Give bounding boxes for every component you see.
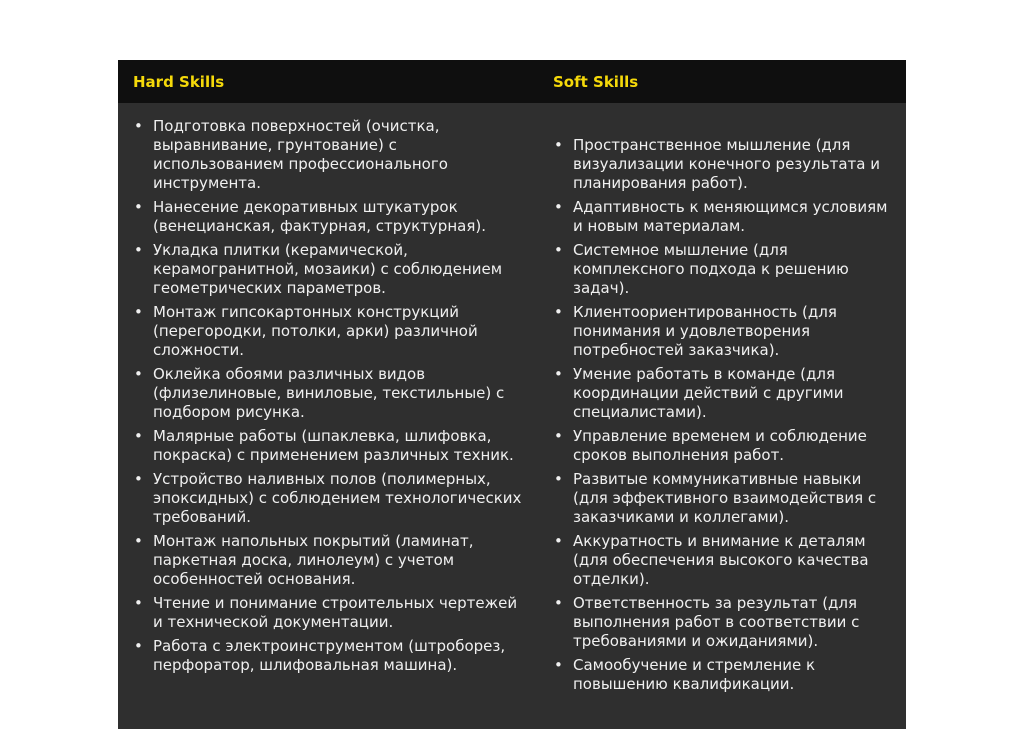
soft-skill-item: • Адаптивность к меняющимся условиям и новым материалам. xyxy=(538,198,900,236)
soft-skill-item: • Ответственность за результат (для выполнения работ в соответствии с требованиями и ожиданиями). xyxy=(538,594,900,651)
hard-skill-item: • Монтаж напольных покрытий (ламинат, паркетная доска, линолеум) с учетом особенностей основания. xyxy=(118,532,528,589)
hard-skill-item: • Устройство наливных полов (полимерных, эпоксидных) с соблюдением технологических требований. xyxy=(118,470,528,527)
hard-skill-item: • Укладка плитки (керамической, керамогранитной, мозаики) с соблюдением геометрических параметров. xyxy=(118,241,528,298)
soft-skills-column xyxy=(538,103,906,699)
hard-skill-item: • Чтение и понимание строительных чертежей и технической документации. xyxy=(118,594,528,632)
soft-skills-list xyxy=(538,103,906,694)
hard-skill-item: • Работа с электроинструментом (штроборез, перфоратор, шлифовальная машина). xyxy=(118,637,528,675)
soft-skill-item: • Самообучение и стремление к повышению квалификации. xyxy=(538,656,900,694)
skills-table xyxy=(118,60,906,729)
soft-skill-item: • Управление временем и соблюдение сроков выполнения работ. xyxy=(538,427,900,465)
soft-skill-item: • Аккуратность и внимание к деталям (для обеспечения высокого качества отделки). xyxy=(538,532,900,589)
soft-skills-header: Soft Skills xyxy=(553,73,639,91)
hard-skill-item: • Подготовка поверхностей (очистка, выравнивание, грунтование) с использованием профессионального инструмента. xyxy=(118,117,528,193)
hard-skill-item: • Малярные работы (шпаклевка, шлифовка, покраска) с применением различных техник. xyxy=(118,427,528,465)
hard-skills-column xyxy=(118,103,538,680)
hard-skill-item: • Монтаж гипсокартонных конструкций (перегородки, потолки, арки) различной сложности. xyxy=(118,303,528,360)
soft-skill-item: • Развитые коммуникативные навыки (для эффективного взаимодействия с заказчиками и коллегами). xyxy=(538,470,900,527)
soft-skill-item: • Клиентоориентированность (для понимания и удовлетворения потребностей заказчика). xyxy=(538,303,900,360)
hard-skills-header: Hard Skills xyxy=(133,73,225,91)
hard-skills-list xyxy=(118,103,538,675)
soft-skill-item: • Умение работать в команде (для координации действий с другими специалистами). xyxy=(538,365,900,422)
table-header xyxy=(118,60,906,103)
soft-skill-item: • Пространственное мышление (для визуализации конечного результата и планирования работ). xyxy=(538,136,900,193)
hard-skill-item: • Оклейка обоями различных видов (флизелиновые, виниловые, текстильные) с подбором рисунка. xyxy=(118,365,528,422)
soft-skill-item: • Системное мышление (для комплексного подхода к решению задач). xyxy=(538,241,900,298)
hard-skill-item: • Нанесение декоративных штукатурок (венецианская, фактурная, структурная). xyxy=(118,198,528,236)
